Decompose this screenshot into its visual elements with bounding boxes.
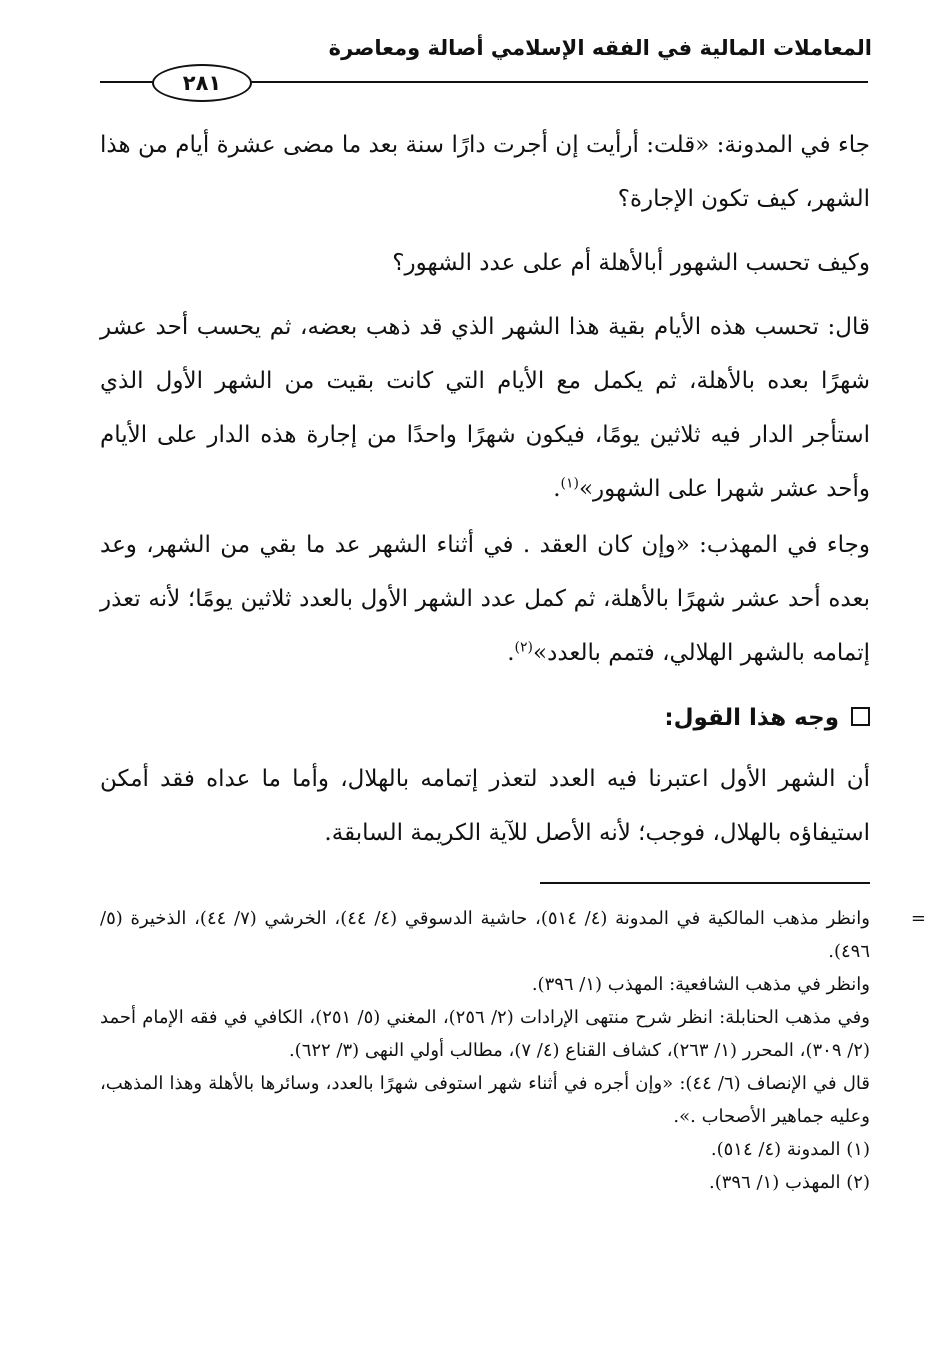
footnote-ref-2: (٢) bbox=[514, 639, 534, 656]
footnote-1: (١) المدونة (٤/ ٥١٤). bbox=[710, 1139, 870, 1160]
paragraph-muhadhdhab-quote bbox=[100, 518, 870, 680]
footnote-2: (٢) المهذب (١/ ٣٩٦). bbox=[708, 1172, 870, 1193]
footnotes bbox=[100, 902, 926, 1199]
section-heading-text: وجه هذا القول: bbox=[664, 705, 839, 731]
paragraph-text: قال: تحسب هذه الأيام بقية هذا الشهر الذي قد ذهب بعضه، ثم يحسب أحد عشر شهرًا بعده بالأهلة، ثم يكمل مع الأيام التي كانت بقيت من الشهر الأول الذي استأجر الدار فيه ثلاثين يومًا، فيكون شهرًا واحدًا من إجارة هذه الدار على الأيام وأحد عشر شهرا على الشهور» bbox=[100, 314, 870, 502]
continuation-mark: = bbox=[910, 908, 926, 929]
paragraph-mudawwana-answer bbox=[100, 300, 870, 516]
footnote-ref-1: (١) bbox=[560, 475, 579, 492]
footnote-continuation-1 bbox=[100, 902, 926, 968]
footnote-continuation-2: وانظر في مذهب الشافعية: المهذب (١/ ٣٩٦). bbox=[531, 974, 870, 995]
running-title: المعاملات المالية في الفقه الإسلامي أصالة ومعاصرة bbox=[328, 36, 872, 60]
paragraph-end: . bbox=[553, 476, 561, 502]
footnote-rule bbox=[540, 882, 870, 884]
paragraph-mudawwana-question: جاء في المدونة: «قلت: أرأيت إن أجرت دارًا سنة بعد ما مضى عشرة أيام من هذا الشهر، كيف تكون الإجارة؟ bbox=[100, 132, 870, 212]
paragraph-end: . bbox=[507, 640, 515, 666]
paragraph-months-question: وكيف تحسب الشهور أبالأهلة أم على عدد الشهور؟ bbox=[392, 250, 870, 276]
footnote-text: وانظر مذهب المالكية في المدونة (٤/ ٥١٤)، حاشية الدسوقي (٤/ ٤٤)، الخرشي (٧/ ٤٤)، الذخيرة (٥/ ٤٩٦). bbox=[100, 908, 870, 962]
checkbox-square-icon bbox=[851, 707, 870, 726]
paragraph-reasoning: أن الشهر الأول اعتبرنا فيه العدد لتعذر إتمامه بالهلال، وأما ما عداه فقد أمكن استيفاؤه بالهلال، فوجب؛ لأنه الأصل للآية الكريمة السابقة. bbox=[100, 766, 870, 846]
page-number-badge: ٢٨١ bbox=[152, 64, 252, 102]
footnote-continuation-3: وفي مذهب الحنابلة: انظر شرح منتهى الإرادات (٢/ ٢٥٦)، المغني (٥/ ٢٥١)، الكافي في فقه الإمام أحمد (٢/ ٣٠٩)، المحرر (١/ ٢٦٣)، كشاف القناع (٤/ ٧)، مطالب أولي النهى (٣/ ٦٢٢). bbox=[100, 1007, 870, 1061]
paragraph-text: وجاء في المهذب: «وإن كان العقد . في أثناء الشهر عد ما بقي من الشهر، وعد بعده أحد عشر شهرًا بالأهلة، ثم كمل عدد الشهر الأول بالعدد ثلاثين يومًا؛ لأنه تعذر إتمامه بالشهر الهلالي، فتمم بالعدد» bbox=[100, 532, 870, 666]
footnote-continuation-4: قال في الإنصاف (٦/ ٤٤): «وإن أجره في أثناء شهر استوفى شهرًا بالعدد، وسائرها بالأهلة وهذا المذهب، وعليه جماهير الأصحاب .». bbox=[100, 1073, 870, 1127]
section-heading bbox=[100, 694, 870, 742]
